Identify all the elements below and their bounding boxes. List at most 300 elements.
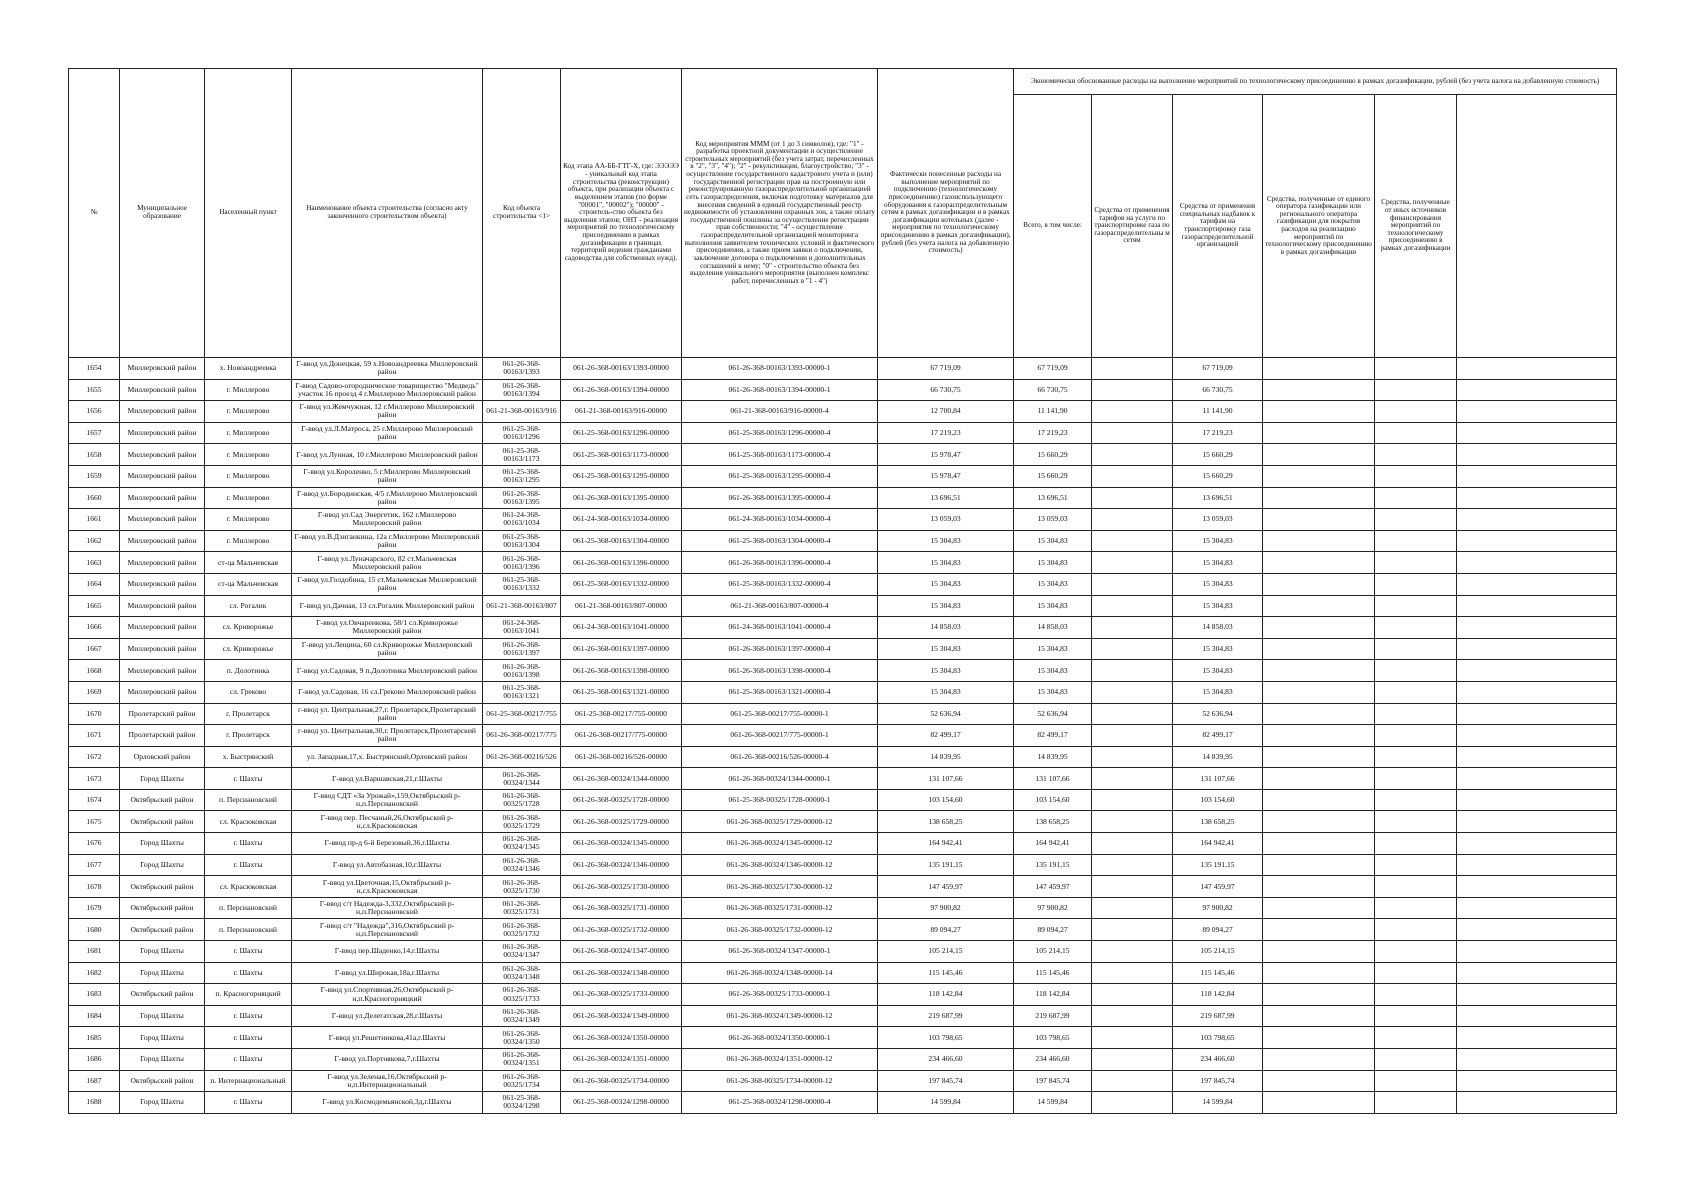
cell-measure-code: 061-25-368-00163/1295-00000-4: [682, 465, 878, 487]
cell-settlement: сл. Криворожье: [205, 617, 292, 639]
cell-actual-costs: 15 304,83: [878, 638, 1014, 660]
cell-other-sources: [1375, 573, 1457, 595]
cell-stage-code: 061-26-368-00324/1346-00000: [561, 854, 682, 876]
cell-total: 105 214,15: [1014, 941, 1092, 963]
cell-measure-code: 061-26-368-00163/1394-00000-1: [682, 379, 878, 401]
cell-municipality: Пролетарский район: [120, 703, 205, 725]
cell-special-surcharges: 13 696,51: [1173, 487, 1263, 509]
cell-special-surcharges: 197 845,74: [1173, 1070, 1263, 1092]
table-row: [69, 962, 1617, 984]
cell-single-operator: [1263, 401, 1375, 423]
cell-single-operator: [1263, 1027, 1375, 1049]
cell-settlement: г. Пролетарск: [205, 703, 292, 725]
cell-num: 1666: [69, 617, 120, 639]
cell-single-operator: [1263, 768, 1375, 790]
cell-object-name: Г-ввод ул.Автобазная,10,г.Шахты: [292, 854, 483, 876]
cell-stage-code: 061-26-368-00325/1732-00000: [561, 919, 682, 941]
cell-object-name: Г-ввод ул.Спортивная,26,Октябрьский р-н,п.Красногорняцкий: [292, 984, 483, 1006]
cell-num: 1656: [69, 401, 120, 423]
cell-total: 17 219,23: [1014, 422, 1092, 444]
cell-num: 1661: [69, 509, 120, 531]
cell-municipality: Город Шахты: [120, 1092, 205, 1114]
cell-object-code: 061-26-368-00325/1732: [483, 919, 561, 941]
header-special-surcharges: Средства от применения специальных надбавок к тарифам на транспортировку газа газораспределительной организацией: [1173, 95, 1263, 358]
cell-total: 219 687,99: [1014, 1005, 1092, 1027]
cell-actual-costs: 15 304,83: [878, 595, 1014, 617]
cell-other-sources: [1375, 379, 1457, 401]
cell-object-code: 061-25-368-00163/1173: [483, 444, 561, 466]
cell-special-surcharges: 103 154,60: [1173, 789, 1263, 811]
cell-actual-costs: 14 599,84: [878, 1092, 1014, 1114]
table-row: [69, 1092, 1617, 1114]
cell-other-sources: [1375, 941, 1457, 963]
cell-single-operator: [1263, 379, 1375, 401]
cell-single-operator: [1263, 1070, 1375, 1092]
cell-other-sources: [1375, 1092, 1457, 1114]
cell-measure-code: 061-26-368-00324/1345-00000-12: [682, 833, 878, 855]
cell-other-sources: [1375, 984, 1457, 1006]
cell-num: 1670: [69, 703, 120, 725]
cell-total: 66 730,75: [1014, 379, 1092, 401]
cell-other-sources: [1375, 789, 1457, 811]
cell-object-code: 061-26-368-00217/775: [483, 725, 561, 747]
cell-other-sources: [1375, 595, 1457, 617]
cell-other-sources: [1375, 962, 1457, 984]
cell-object-code: 061-26-368-00163/1395: [483, 487, 561, 509]
cell-settlement: сл. Греково: [205, 681, 292, 703]
cell-object-name: Г-ввод ул.Зеленая,16,Октябрьский р-н,п.Интернациональный: [292, 1070, 483, 1092]
cell-total: 52 636,94: [1014, 703, 1092, 725]
cell-settlement: г. Миллерово: [205, 465, 292, 487]
cell-stage-code: 061-25-368-00217/755-00000: [561, 703, 682, 725]
cell-measure-code: 061-24-368-00163/1034-00000-4: [682, 509, 878, 531]
cell-stage-code: 061-26-368-00324/1348-00000: [561, 962, 682, 984]
cell-empty: [1457, 984, 1617, 1006]
cell-total: 164 942,41: [1014, 833, 1092, 855]
cell-single-operator: [1263, 962, 1375, 984]
cell-measure-code: 061-26-368-00325/1731-00000-12: [682, 897, 878, 919]
cell-settlement: г. Шахты: [205, 854, 292, 876]
cell-special-surcharges: 89 094,27: [1173, 919, 1263, 941]
cell-empty: [1457, 876, 1617, 898]
header-municipality: Муниципальное образование: [120, 69, 205, 358]
cell-single-operator: [1263, 725, 1375, 747]
cell-special-surcharges: 147 459,97: [1173, 876, 1263, 898]
cell-total: 131 107,66: [1014, 768, 1092, 790]
cell-measure-code: 061-26-368-00216/526-00000-4: [682, 746, 878, 768]
cell-measure-code: 061-26-368-00324/1348-00000-14: [682, 962, 878, 984]
cell-empty: [1457, 681, 1617, 703]
table-row: [69, 1027, 1617, 1049]
cell-other-sources: [1375, 465, 1457, 487]
cell-tariff-transport: [1092, 941, 1173, 963]
cell-measure-code: 061-26-368-00324/1346-00000-12: [682, 854, 878, 876]
cell-settlement: х. Новоандреевка: [205, 358, 292, 380]
cell-measure-code: 061-26-368-00163/1396-00000-4: [682, 552, 878, 574]
cell-num: 1663: [69, 552, 120, 574]
cell-empty: [1457, 358, 1617, 380]
cell-special-surcharges: 138 658,25: [1173, 811, 1263, 833]
cell-municipality: Миллеровский район: [120, 638, 205, 660]
cell-stage-code: 061-25-368-00163/1296-00000: [561, 422, 682, 444]
cell-settlement: ст-ца Мальчевская: [205, 573, 292, 595]
table-row: [69, 509, 1617, 531]
cell-total: 97 900,82: [1014, 897, 1092, 919]
table-header: [69, 69, 1617, 358]
table-row: [69, 444, 1617, 466]
cell-other-sources: [1375, 1049, 1457, 1071]
cell-settlement: сл. Рогалик: [205, 595, 292, 617]
table-row: [69, 725, 1617, 747]
cell-other-sources: [1375, 746, 1457, 768]
cell-num: 1655: [69, 379, 120, 401]
cell-total: 13 696,51: [1014, 487, 1092, 509]
cell-actual-costs: 138 658,25: [878, 811, 1014, 833]
cell-object-code: 061-26-368-00216/526: [483, 746, 561, 768]
cell-object-code: 061-26-368-00324/1350: [483, 1027, 561, 1049]
header-object-code: Код объекта строительства <1>: [483, 69, 561, 358]
table-row: [69, 854, 1617, 876]
cell-total: 89 094,27: [1014, 919, 1092, 941]
cell-measure-code: 061-26-368-00324/1351-00000-12: [682, 1049, 878, 1071]
cell-stage-code: 061-25-368-00163/1321-00000: [561, 681, 682, 703]
cell-actual-costs: 15 978,47: [878, 444, 1014, 466]
cell-total: 15 304,83: [1014, 660, 1092, 682]
cell-stage-code: 061-26-368-00324/1351-00000: [561, 1049, 682, 1071]
cell-num: 1686: [69, 1049, 120, 1071]
table-row: [69, 984, 1617, 1006]
cell-single-operator: [1263, 358, 1375, 380]
cell-total: 147 459,97: [1014, 876, 1092, 898]
cell-object-name: Г-ввод ул.В.Дзиганкина, 12а г.Миллерово Миллеровский район: [292, 530, 483, 552]
cell-municipality: Орловский район: [120, 746, 205, 768]
cell-stage-code: 061-25-368-00163/1295-00000: [561, 465, 682, 487]
cell-special-surcharges: 103 798,65: [1173, 1027, 1263, 1049]
cell-municipality: Миллеровский район: [120, 465, 205, 487]
cell-measure-code: 061-25-368-00217/755-00000-1: [682, 703, 878, 725]
cell-object-code: 061-24-368-00163/1034: [483, 509, 561, 531]
cell-num: 1678: [69, 876, 120, 898]
cell-num: 1676: [69, 833, 120, 855]
cell-object-code: 061-26-368-00325/1734: [483, 1070, 561, 1092]
cell-object-name: Г-ввод ул.Цветочная,15,Октябрьский р-н,сл.Красюковская: [292, 876, 483, 898]
cell-single-operator: [1263, 919, 1375, 941]
cell-measure-code: 061-25-368-00163/1321-00000-4: [682, 681, 878, 703]
cell-object-code: 061-25-368-00324/1298: [483, 1092, 561, 1114]
cell-object-code: 061-26-368-00324/1344: [483, 768, 561, 790]
cell-stage-code: 061-25-368-00163/1173-00000: [561, 444, 682, 466]
cell-object-code: 061-26-368-00163/1396: [483, 552, 561, 574]
cell-tariff-transport: [1092, 1092, 1173, 1114]
cell-settlement: г. Шахты: [205, 1027, 292, 1049]
cell-empty: [1457, 725, 1617, 747]
cell-actual-costs: 15 304,83: [878, 573, 1014, 595]
cell-settlement: сл. Криворожье: [205, 638, 292, 660]
cell-measure-code: 061-25-368-00163/1332-00000-4: [682, 573, 878, 595]
header-object-name: Наименование объекта строительства (согласно акту законченного строительством объекта): [292, 69, 483, 358]
cell-object-code: 061-26-368-00324/1351: [483, 1049, 561, 1071]
cell-empty: [1457, 379, 1617, 401]
cell-object-code: 061-26-368-00325/1731: [483, 897, 561, 919]
cell-empty: [1457, 1092, 1617, 1114]
report-sheet: [68, 68, 1616, 1114]
cell-num: 1665: [69, 595, 120, 617]
cell-empty: [1457, 552, 1617, 574]
table-row: [69, 358, 1617, 380]
cell-total: 15 304,83: [1014, 552, 1092, 574]
cell-num: 1664: [69, 573, 120, 595]
cell-special-surcharges: 164 942,41: [1173, 833, 1263, 855]
cell-object-code: 061-25-368-00163/1304: [483, 530, 561, 552]
cell-special-surcharges: 14 858,03: [1173, 617, 1263, 639]
cell-object-code: 061-25-368-00163/1295: [483, 465, 561, 487]
cell-municipality: Миллеровский район: [120, 509, 205, 531]
cell-total: 14 858,03: [1014, 617, 1092, 639]
cell-empty: [1457, 401, 1617, 423]
cell-num: 1679: [69, 897, 120, 919]
cell-stage-code: 061-26-368-00324/1350-00000: [561, 1027, 682, 1049]
cell-tariff-transport: [1092, 487, 1173, 509]
table-row: [69, 1049, 1617, 1071]
gasification-costs-table: [68, 68, 1617, 1114]
table-row: [69, 573, 1617, 595]
header-settlement: Населенный пункт: [205, 69, 292, 358]
cell-num: 1671: [69, 725, 120, 747]
cell-tariff-transport: [1092, 401, 1173, 423]
cell-stage-code: 061-26-368-00216/526-00000: [561, 746, 682, 768]
cell-measure-code: 061-26-368-00325/1730-00000-12: [682, 876, 878, 898]
cell-measure-code: 061-26-368-00324/1350-00000-1: [682, 1027, 878, 1049]
cell-special-surcharges: 97 900,82: [1173, 897, 1263, 919]
cell-tariff-transport: [1092, 358, 1173, 380]
cell-measure-code: 061-26-368-00163/1397-00000-4: [682, 638, 878, 660]
cell-actual-costs: 89 094,27: [878, 919, 1014, 941]
cell-special-surcharges: 15 304,83: [1173, 660, 1263, 682]
cell-municipality: Октябрьский район: [120, 1070, 205, 1092]
cell-tariff-transport: [1092, 789, 1173, 811]
table-body: [69, 358, 1617, 1114]
cell-stage-code: 061-26-368-00325/1730-00000: [561, 876, 682, 898]
cell-municipality: Миллеровский район: [120, 660, 205, 682]
cell-special-surcharges: 13 059,03: [1173, 509, 1263, 531]
cell-actual-costs: 103 798,65: [878, 1027, 1014, 1049]
cell-actual-costs: 15 304,83: [878, 530, 1014, 552]
cell-empty: [1457, 595, 1617, 617]
cell-actual-costs: 164 942,41: [878, 833, 1014, 855]
cell-total: 67 719,09: [1014, 358, 1092, 380]
cell-num: 1659: [69, 465, 120, 487]
cell-measure-code: 061-25-368-00324/1298-00000-4: [682, 1092, 878, 1114]
cell-tariff-transport: [1092, 422, 1173, 444]
cell-tariff-transport: [1092, 833, 1173, 855]
cell-num: 1673: [69, 768, 120, 790]
cell-tariff-transport: [1092, 660, 1173, 682]
cell-object-name: Г-ввод ул.Решетникова,41а,г.Шахты: [292, 1027, 483, 1049]
cell-settlement: г. Миллерово: [205, 401, 292, 423]
cell-object-code: 061-24-368-00163/1041: [483, 617, 561, 639]
cell-empty: [1457, 897, 1617, 919]
header-measure-code: Код мероприятия МММ (от 1 до 3 символов), где: "1" - разработка проектной документации и осуществление строительных мероприятий (без учета затрат, перечисленных в "2", "3", "4"); "2" - рекультивация, благоустройство; "3" - осуществление государственного кадастрового учета и (или) государственной регистрации прав на построенную или реконструированную газораспределительной организацией сеть газораспределения, включая подготовку материалов для внесения сведений в единый государственный реестр недвижимости об установлении охранных зон, а также оплату государственной пошлины за осуществление регистрации прав собственности; "4" - осуществление газораспределительной организацией мониторинга выполнения заявителем технических условий и фактического присоединения, а также прием заявки о подключении, заключение договора о подключении и дополнительных соглашений к нему; "0" - строительство объекта без выделения уникального мероприятия (выполнен комплекс работ, перечисленных в "1 - 4"): [682, 69, 878, 358]
cell-tariff-transport: [1092, 465, 1173, 487]
cell-object-name: Г-ввод ул.Делегатская,28,г.Шахты: [292, 1005, 483, 1027]
cell-num: 1677: [69, 854, 120, 876]
cell-special-surcharges: 15 304,83: [1173, 681, 1263, 703]
cell-object-name: Г-ввод ул.Садовая, 9 п.Долотинка Миллеровский район: [292, 660, 483, 682]
table-row: [69, 638, 1617, 660]
cell-municipality: Миллеровский район: [120, 401, 205, 423]
cell-actual-costs: 115 145,46: [878, 962, 1014, 984]
cell-special-surcharges: 66 730,75: [1173, 379, 1263, 401]
cell-single-operator: [1263, 941, 1375, 963]
cell-empty: [1457, 789, 1617, 811]
cell-stage-code: 061-26-368-00217/775-00000: [561, 725, 682, 747]
cell-tariff-transport: [1092, 509, 1173, 531]
cell-empty: [1457, 530, 1617, 552]
cell-num: 1660: [69, 487, 120, 509]
cell-other-sources: [1375, 509, 1457, 531]
cell-measure-code: 061-25-368-00163/1173-00000-4: [682, 444, 878, 466]
cell-settlement: п. Красногорняцкий: [205, 984, 292, 1006]
cell-num: 1662: [69, 530, 120, 552]
cell-special-surcharges: 234 466,60: [1173, 1049, 1263, 1071]
cell-other-sources: [1375, 811, 1457, 833]
cell-object-name: г-ввод ул. Центральная,27,г. Пролетарск,Пролетарский район: [292, 703, 483, 725]
cell-measure-code: 061-26-368-00324/1347-00000-1: [682, 941, 878, 963]
cell-settlement: г. Шахты: [205, 833, 292, 855]
cell-num: 1669: [69, 681, 120, 703]
cell-object-name: Г-ввод ул.Лунная, 10 г.Миллерово Миллеровский район: [292, 444, 483, 466]
cell-single-operator: [1263, 1049, 1375, 1071]
cell-tariff-transport: [1092, 746, 1173, 768]
cell-settlement: г. Шахты: [205, 1092, 292, 1114]
cell-measure-code: 061-26-368-00217/775-00000-1: [682, 725, 878, 747]
cell-empty: [1457, 444, 1617, 466]
cell-actual-costs: 15 304,83: [878, 660, 1014, 682]
cell-single-operator: [1263, 897, 1375, 919]
cell-object-code: 061-26-368-00324/1347: [483, 941, 561, 963]
cell-object-name: Г-ввод ул.Короленко, 5 г.Миллерово Миллеровский район: [292, 465, 483, 487]
cell-special-surcharges: 118 142,84: [1173, 984, 1263, 1006]
cell-object-code: 061-26-368-00325/1730: [483, 876, 561, 898]
cell-other-sources: [1375, 1005, 1457, 1027]
cell-stage-code: 061-26-368-00163/1395-00000: [561, 487, 682, 509]
cell-settlement: г. Миллерово: [205, 422, 292, 444]
cell-object-code: 061-21-368-00163/807: [483, 595, 561, 617]
table-row: [69, 789, 1617, 811]
cell-object-name: Г-ввод пер.Шаденко,14,г.Шахты: [292, 941, 483, 963]
cell-total: 135 191,15: [1014, 854, 1092, 876]
cell-municipality: Город Шахты: [120, 768, 205, 790]
cell-actual-costs: 14 858,03: [878, 617, 1014, 639]
cell-single-operator: [1263, 509, 1375, 531]
cell-object-code: 061-25-368-00163/1321: [483, 681, 561, 703]
cell-municipality: Город Шахты: [120, 1027, 205, 1049]
cell-measure-code: 061-26-368-00325/1729-00000-12: [682, 811, 878, 833]
cell-other-sources: [1375, 768, 1457, 790]
cell-total: 138 658,25: [1014, 811, 1092, 833]
cell-tariff-transport: [1092, 854, 1173, 876]
cell-other-sources: [1375, 919, 1457, 941]
cell-actual-costs: 12 700,84: [878, 401, 1014, 423]
cell-stage-code: 061-24-368-00163/1041-00000: [561, 617, 682, 639]
cell-actual-costs: 14 839,95: [878, 746, 1014, 768]
cell-object-name: Г-ввод ул.Космодемьянской,3д,г.Шахты: [292, 1092, 483, 1114]
cell-other-sources: [1375, 617, 1457, 639]
cell-object-code: 061-26-368-00324/1345: [483, 833, 561, 855]
cell-measure-code: 061-26-368-00163/1395-00000-4: [682, 487, 878, 509]
cell-object-name: Г-ввод СДТ «За Урожай»,159,Октябрьский р-н,п.Персиановский: [292, 789, 483, 811]
cell-other-sources: [1375, 487, 1457, 509]
cell-municipality: Миллеровский район: [120, 379, 205, 401]
cell-total: 197 845,74: [1014, 1070, 1092, 1092]
cell-num: 1667: [69, 638, 120, 660]
cell-single-operator: [1263, 530, 1375, 552]
cell-object-code: 061-26-368-00324/1349: [483, 1005, 561, 1027]
cell-measure-code: 061-26-368-00325/1732-00000-12: [682, 919, 878, 941]
cell-actual-costs: 118 142,84: [878, 984, 1014, 1006]
cell-tariff-transport: [1092, 1005, 1173, 1027]
cell-tariff-transport: [1092, 768, 1173, 790]
cell-other-sources: [1375, 638, 1457, 660]
cell-other-sources: [1375, 530, 1457, 552]
cell-actual-costs: 147 459,97: [878, 876, 1014, 898]
cell-num: 1658: [69, 444, 120, 466]
cell-tariff-transport: [1092, 1070, 1173, 1092]
cell-other-sources: [1375, 854, 1457, 876]
cell-object-code: 061-25-368-00163/1296: [483, 422, 561, 444]
header-total: Всего, в том числе:: [1014, 95, 1092, 358]
cell-total: 11 141,90: [1014, 401, 1092, 423]
cell-tariff-transport: [1092, 876, 1173, 898]
cell-tariff-transport: [1092, 703, 1173, 725]
cell-tariff-transport: [1092, 444, 1173, 466]
cell-tariff-transport: [1092, 1049, 1173, 1071]
cell-special-surcharges: 15 304,83: [1173, 552, 1263, 574]
cell-stage-code: 061-26-368-00163/1398-00000: [561, 660, 682, 682]
cell-tariff-transport: [1092, 984, 1173, 1006]
cell-single-operator: [1263, 811, 1375, 833]
cell-empty: [1457, 919, 1617, 941]
cell-empty: [1457, 941, 1617, 963]
cell-num: 1680: [69, 919, 120, 941]
cell-num: 1681: [69, 941, 120, 963]
header-other-sources: Средства, полученные от иных источников финансирования мероприятий по технологическому присоединению в рамках догазификации: [1375, 95, 1457, 358]
cell-object-name: Г-ввод ул.Широкая,18а,г.Шахты: [292, 962, 483, 984]
cell-total: 15 304,83: [1014, 573, 1092, 595]
cell-single-operator: [1263, 595, 1375, 617]
cell-object-name: Г-ввод ул.Луначарского, 82 ст.Мальчевская Миллеровский район: [292, 552, 483, 574]
cell-municipality: Октябрьский район: [120, 811, 205, 833]
cell-special-surcharges: 219 687,99: [1173, 1005, 1263, 1027]
table-row: [69, 811, 1617, 833]
cell-actual-costs: 234 466,60: [878, 1049, 1014, 1071]
cell-num: 1657: [69, 422, 120, 444]
cell-settlement: г. Шахты: [205, 768, 292, 790]
cell-settlement: х. Быстрянский: [205, 746, 292, 768]
cell-actual-costs: 67 719,09: [878, 358, 1014, 380]
cell-single-operator: [1263, 789, 1375, 811]
cell-tariff-transport: [1092, 552, 1173, 574]
cell-other-sources: [1375, 703, 1457, 725]
cell-measure-code: 061-26-368-00324/1349-00000-12: [682, 1005, 878, 1027]
cell-special-surcharges: 15 660,29: [1173, 444, 1263, 466]
cell-empty: [1457, 573, 1617, 595]
cell-object-code: 061-26-368-00325/1729: [483, 811, 561, 833]
table-row: [69, 487, 1617, 509]
cell-object-name: г-ввод ул. Центральная,30,г. Пролетарск,Пролетарский район: [292, 725, 483, 747]
cell-total: 15 304,83: [1014, 681, 1092, 703]
cell-actual-costs: 131 107,66: [878, 768, 1014, 790]
